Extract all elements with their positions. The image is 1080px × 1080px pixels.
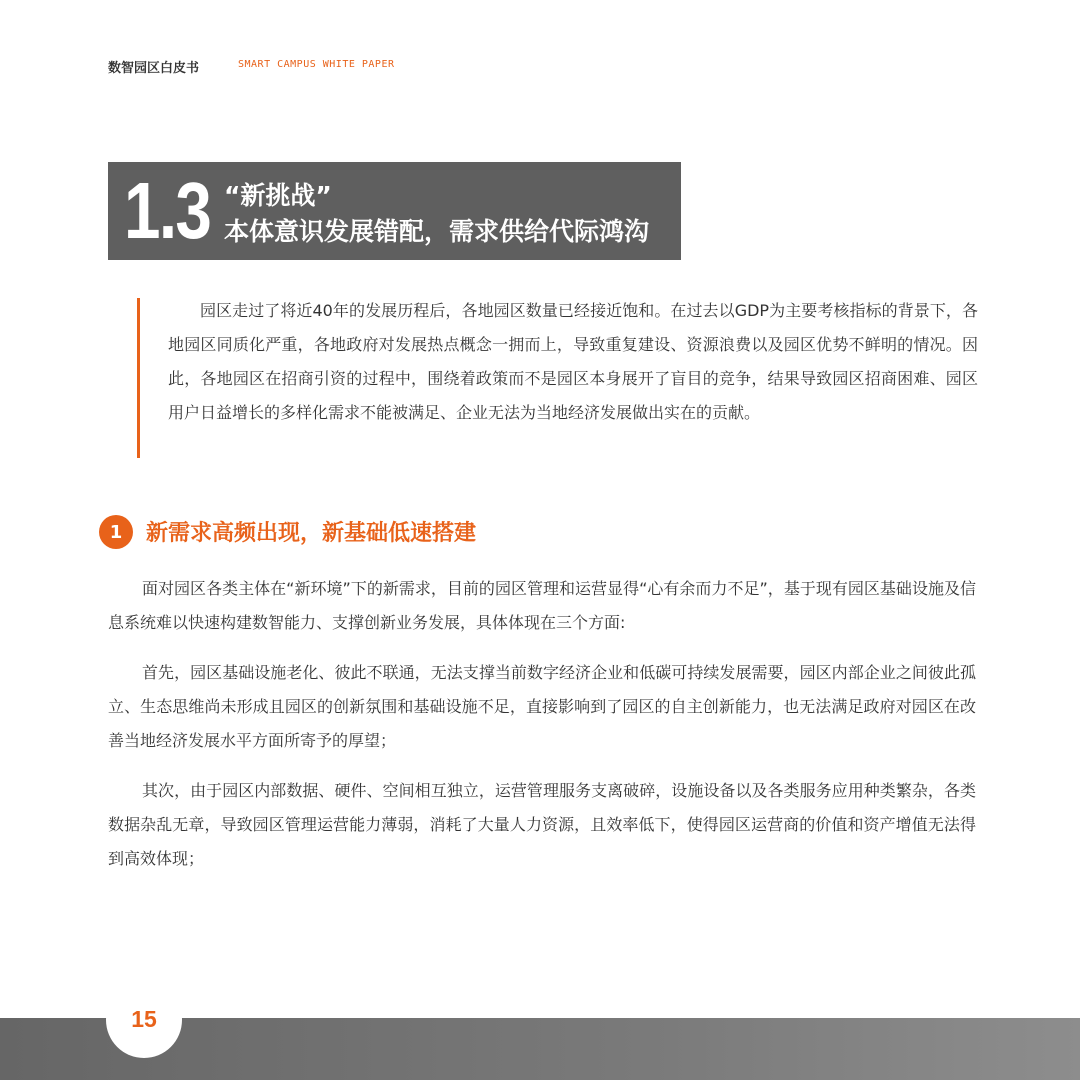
section-banner bbox=[108, 162, 681, 260]
section-number: 1.3 bbox=[124, 166, 211, 255]
intro-paragraph: 园区走过了将近40年的发展历程后，各地园区数量已经接近饱和。在过去以GDP为主要考核指标的背景下，各地园区同质化严重，各地政府对发展热点概念一拥而上，导致重复建设、资源浪费以及园区优势不鲜明的情况。因此，各地园区在招商引资的过程中，围绕着政策而不是园区本身展开了盲目的竞争，结果导致园区招商困难、园区用户日益增长的多样化需求不能被满足、企业无法为当地经济发展做出实在的贡献。 bbox=[168, 301, 978, 422]
intro-accent-bar bbox=[137, 298, 140, 458]
subsection-number-badge: 1 bbox=[99, 515, 133, 549]
header-title-cn: 数智园区白皮书 bbox=[108, 61, 200, 76]
subsection-title: 新需求高频出现，新基础低速搭建 bbox=[146, 521, 477, 546]
section-title-line2: 本体意识发展错配，需求供给代际鸿沟 bbox=[224, 217, 650, 246]
body-paragraph: 首先，园区基础设施老化、彼此不联通，无法支撑当前数字经济企业和低碳可持续发展需要，园区内部企业之间彼此孤立、生态思维尚未形成且园区的创新氛围和基础设施不足，直接影响到了园区的自主创新能力，也无法满足政府对园区在改善当地经济发展水平方面所寄予的厚望； bbox=[108, 663, 976, 750]
section-title-line1: “新挑战” bbox=[224, 181, 332, 210]
body-paragraph: 其次，由于园区内部数据、硬件、空间相互独立，运营管理服务支离破碎，设施设备以及各类服务应用种类繁杂，各类数据杂乱无章，导致园区管理运营能力薄弱，消耗了大量人力资源，且效率低下，使得园区运营商的价值和资产增值无法得到高效体现； bbox=[108, 781, 976, 868]
page-number: 15 bbox=[131, 1006, 157, 1032]
body-paragraph: 面对园区各类主体在“新环境”下的新需求，目前的园区管理和运营显得“心有余而力不足”，基于现有园区基础设施及信息系统难以快速构建数智能力、支撑创新业务发展，具体体现在三个方面: bbox=[108, 579, 976, 632]
header-title-en: SMART CAMPUS WHITE PAPER bbox=[238, 59, 395, 70]
